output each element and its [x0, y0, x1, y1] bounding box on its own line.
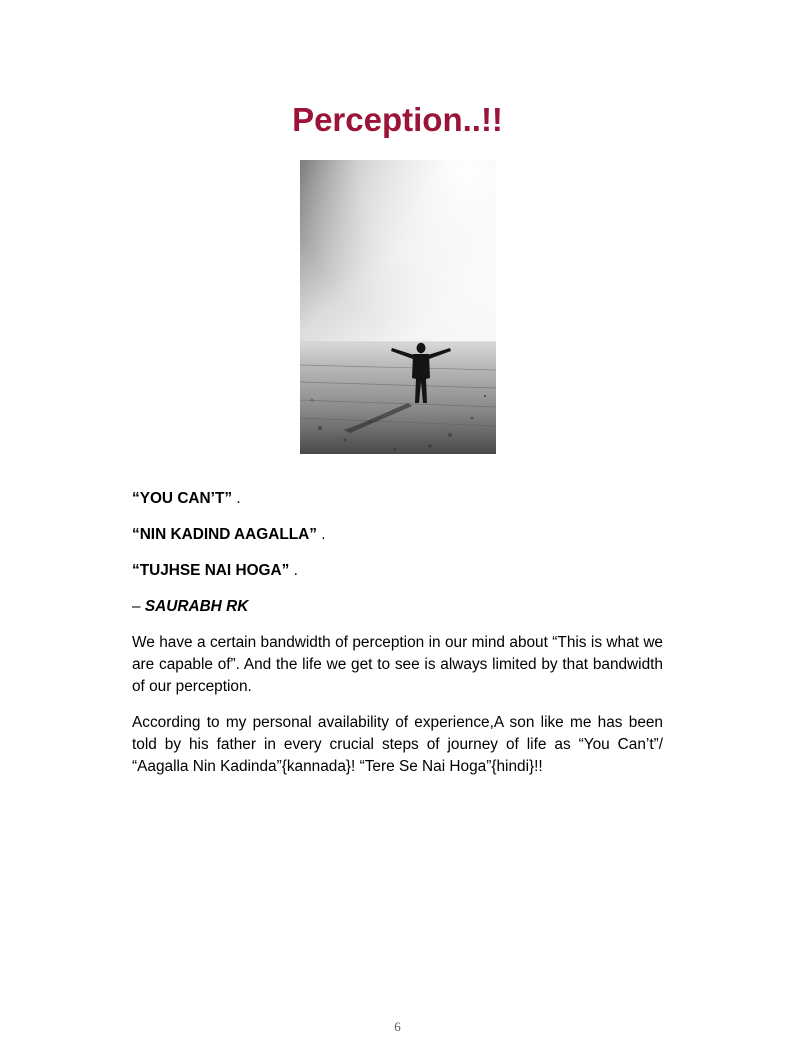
quote-3 [132, 560, 663, 582]
author-line [132, 596, 663, 618]
man-arms-outstretched-photo [300, 160, 496, 454]
author-dash: – [132, 598, 145, 615]
quote-1-text: “YOU CAN’T” [132, 490, 233, 507]
page-title: Perception..!! [292, 101, 503, 138]
paragraph-1: We have a certain bandwidth of perception in our mind about “This is what we are capable of”. And the life we get to see is always limited by that bandwidth of our perception. [132, 634, 663, 695]
quote-2 [132, 524, 663, 546]
quote-1-suffix: . [232, 490, 241, 507]
quote-2-text: “NIN KADIND AAGALLA” [132, 526, 317, 543]
author-name: SAURABH RK [144, 598, 249, 615]
quote-3-suffix: . [289, 562, 298, 579]
quote-2-suffix: . [316, 526, 326, 543]
page-content [132, 488, 663, 792]
page-number: 6 [394, 1019, 401, 1034]
paragraph-2: According to my personal availability of experience,A son like me has been told by his father in every crucial steps of journey of life as “You Can’t”/ “Aagalla Nin Kadinda”{kannada}! “Tere Se Nai Hoga”{hindi}!! [132, 714, 663, 775]
quote-3-text: “TUJHSE NAI HOGA” [132, 562, 290, 579]
quote-1 [132, 488, 663, 510]
